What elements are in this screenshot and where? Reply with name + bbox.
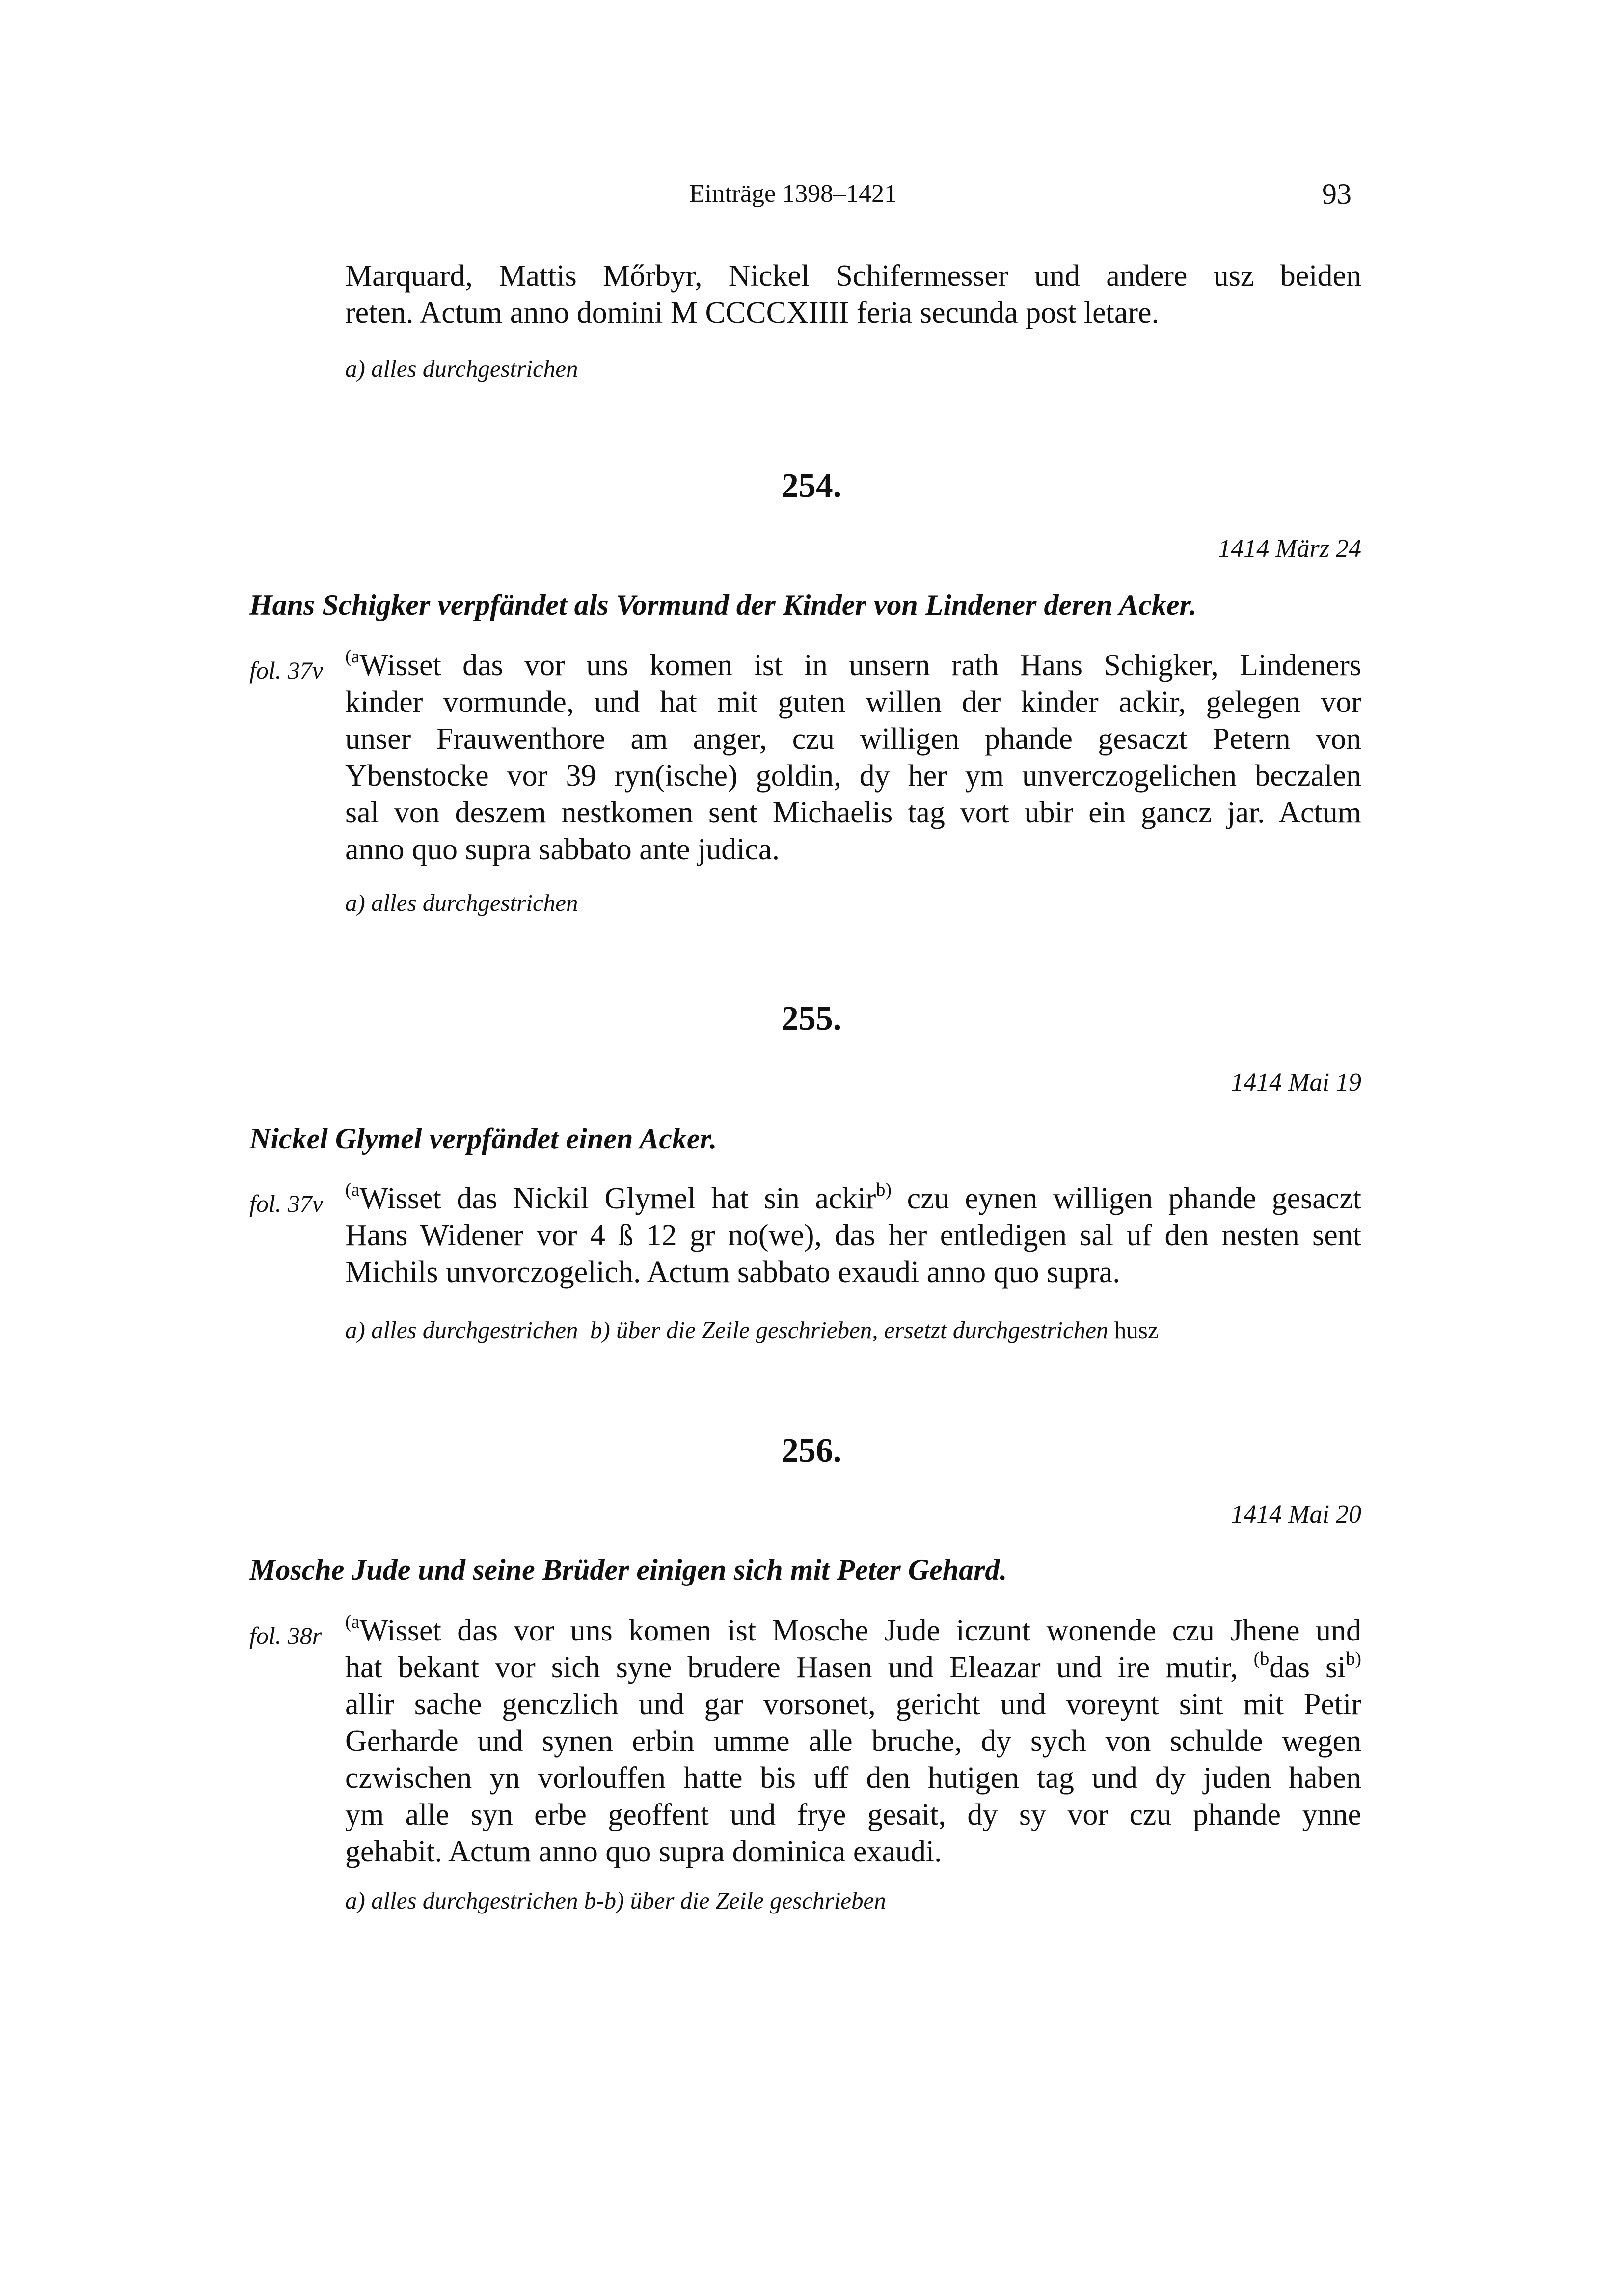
note-mark: (a bbox=[345, 1612, 360, 1633]
text-line: hat bekant vor sich syne brudere Hasen und Eleazar und ire mutir, $^{(b}$das $si^{b)}$ bbox=[345, 1648, 1362, 1684]
footnote-word: husz bbox=[1114, 1316, 1159, 1343]
text-line: $^{(a}$Wisset das Nickil Glymel hat sin ackir$^{b)}$ czu eynen willigen phande gesaczt bbox=[345, 1179, 1361, 1215]
entry-text bbox=[345, 1180, 1361, 1291]
folio-reference: fol. 37v bbox=[249, 656, 323, 684]
note-mark: (b bbox=[1253, 1648, 1270, 1669]
note-mark: b) bbox=[1346, 1648, 1362, 1669]
entry-number: 255. bbox=[781, 1000, 842, 1038]
footnote: a) alles durchgestrichen bbox=[345, 355, 578, 382]
note-mark: (a bbox=[345, 1179, 360, 1201]
entry-date: 1414 März 24 bbox=[1218, 535, 1361, 563]
text-line: Gerharde und synen erbin umme alle bruche, dy sych von schulde wegen bbox=[345, 1724, 1361, 1758]
running-title: Einträge 1398–1421 bbox=[689, 180, 897, 208]
footnote: a) alles durchgestrichen b) über die Zeile geschrieben, ersetzt durchgestrichen husz bbox=[345, 1316, 1159, 1343]
entry-number: 254. bbox=[781, 467, 842, 505]
text-line: sal von deszem nestkomen sent Michaelis tag vort ubir ein gancz jar. Actum bbox=[345, 796, 1361, 829]
entry-number: 256. bbox=[781, 1432, 842, 1470]
text-line: $^{(a}$Wisset das vor uns komen ist Mosche Jude iczunt wonende czu Jhene und bbox=[345, 1612, 1361, 1647]
entry-title: Mosche Jude und seine Brüder einigen sich mit Peter Gehard. bbox=[249, 1554, 1007, 1586]
folio-reference: fol. 38r bbox=[249, 1622, 322, 1649]
text-line: gehabit. Actum anno quo supra dominica exaudi. bbox=[345, 1835, 942, 1868]
folio-reference: fol. 37v bbox=[249, 1190, 323, 1217]
text-line: kinder vormunde, und hat mit guten willen der kinder ackir, gelegen vor bbox=[345, 685, 1361, 719]
continuation-text bbox=[345, 258, 1361, 331]
entry-date: 1414 Mai 19 bbox=[1231, 1068, 1361, 1096]
page-number: 93 bbox=[1322, 178, 1352, 210]
text-line: Marquard, Mattis Mőrbyr, Nickel Schifermesser und andere usz beiden bbox=[345, 259, 1361, 293]
text-line: $^{(a}$Wisset das vor uns komen ist in unsern rath Hans Schigker, Lindeners bbox=[345, 646, 1361, 682]
entry-title: Nickel Glymel verpfändet einen Acker. bbox=[249, 1122, 717, 1155]
text-line: czwischen yn vorlouffen hatte bis uff den hutigen tag und dy juden haben bbox=[345, 1761, 1361, 1795]
entry-text bbox=[345, 647, 1361, 868]
entry-text bbox=[345, 1613, 1361, 1870]
text-line: allir sache genczlich und gar vorsonet, gericht und voreynt sint mit Petir bbox=[345, 1688, 1361, 1721]
entry-date: 1414 Mai 20 bbox=[1231, 1501, 1361, 1529]
footnote: a) alles durchgestrichen b-b) über die Zeile geschrieben bbox=[345, 1887, 886, 1914]
entry-title: Hans Schigker verpfändet als Vormund der Kinder von Lindener deren Acker. bbox=[249, 589, 1197, 621]
note-mark: (a bbox=[345, 646, 360, 667]
text-line: unser Frauwenthore am anger, czu willigen phande gesaczt Petern von bbox=[345, 722, 1361, 756]
text-line: reten. Actum anno domini M CCCCXIIII feria secunda post letare. bbox=[345, 296, 1160, 329]
text-line: Hans Widener vor 4 ß 12 gr no(we), das her entledigen sal uf den nesten sent bbox=[345, 1219, 1361, 1252]
text-line: Michils unvorczogelich. Actum sabbato exaudi anno quo supra. bbox=[345, 1256, 1120, 1289]
text-line: ym alle syn erbe geoffent und frye gesait, dy sy vor czu phande ynne bbox=[345, 1798, 1361, 1831]
footnote: a) alles durchgestrichen bbox=[345, 889, 578, 916]
text-line: Ybenstocke vor 39 ryn(ische) goldin, dy her ym unverczogelichen beczalen bbox=[345, 759, 1361, 793]
text-line: anno quo supra sabbato ante judica. bbox=[345, 833, 780, 866]
note-mark: b) bbox=[876, 1179, 892, 1201]
